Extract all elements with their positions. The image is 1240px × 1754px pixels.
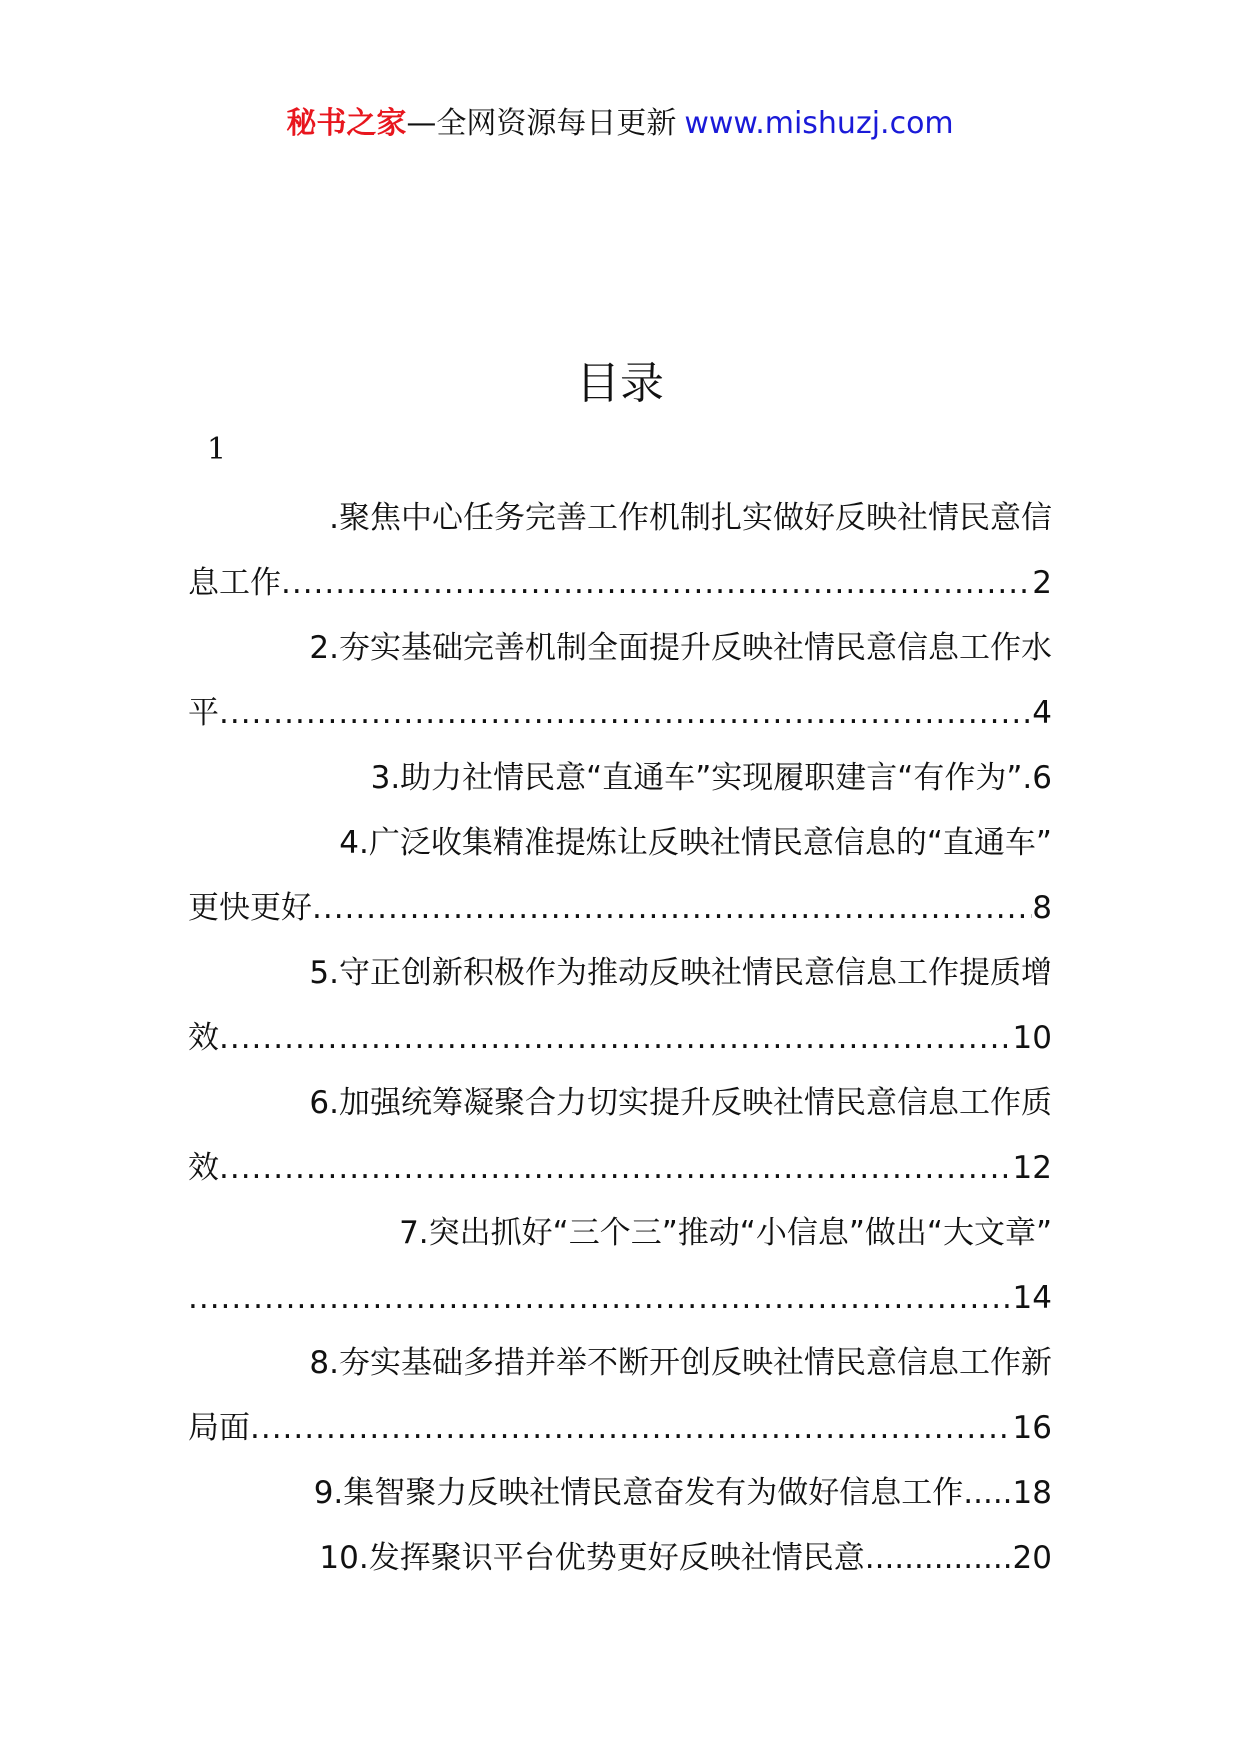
toc-entry-10[interactable]: [188, 1526, 1052, 1591]
toc-page-number: 16: [1012, 1410, 1052, 1446]
stray-number: 1: [207, 432, 227, 467]
toc-entry-title: 2.夯实基础完善机制全面提升反映社情民意信息工作水: [309, 630, 1052, 666]
brand-slogan: —全网资源每日更新: [406, 106, 677, 141]
toc-page-number: 14: [1012, 1280, 1052, 1316]
toc-entry-3[interactable]: [188, 746, 1052, 811]
toc-leader-dots: [250, 1396, 1013, 1461]
toc-entry-6[interactable]: [188, 1071, 1052, 1201]
toc-page-number: 10: [1012, 1020, 1052, 1056]
toc-entry-title: .聚焦中心任务完善工作机制扎实做好反映社情民意信: [329, 500, 1052, 536]
toc-entry-2[interactable]: [188, 616, 1052, 746]
toc-entry-1[interactable]: [188, 486, 1052, 616]
toc-entry-title: 8.夯实基础多措并举不断开创反映社情民意信息工作新: [309, 1345, 1052, 1381]
toc-entry-title-cont: 息工作: [188, 565, 281, 601]
toc-leader-dots: [219, 1006, 1013, 1071]
toc-leader-dots: [188, 1266, 1013, 1331]
toc-entry-7[interactable]: [188, 1201, 1052, 1331]
toc-entry-8[interactable]: [188, 1331, 1052, 1461]
toc-page-number: 8: [1032, 890, 1052, 926]
toc-entry-title: 3.助力社情民意“直通车”实现履职建言“有作为”.: [370, 760, 1033, 796]
toc-entry-title-cont: 效: [188, 1150, 219, 1186]
toc-leader-dots: ...............: [864, 1540, 1013, 1576]
toc-page-number: 4: [1032, 695, 1052, 731]
site-header: [0, 100, 1240, 148]
toc-leader-dots: [312, 876, 1032, 941]
toc-entry-title: 10.发挥聚识平台优势更好反映社情民意: [319, 1540, 865, 1576]
toc-entry-title: 5.守正创新积极作为推动反映社情民意信息工作提质增: [309, 955, 1052, 991]
toc-page-number: 2: [1032, 565, 1052, 601]
toc-entry-4[interactable]: [188, 811, 1052, 941]
toc-leader-dots: [281, 551, 1032, 616]
toc-page-number: 20: [1012, 1540, 1052, 1576]
toc-page-number: 12: [1012, 1150, 1052, 1186]
toc-entry-title: 7.突出抓好“三个三”推动“小信息”做出“大文章”: [399, 1215, 1052, 1251]
table-of-contents: [188, 486, 1052, 1591]
toc-entry-title-cont: 平: [188, 695, 219, 731]
toc-page-number: 18: [1012, 1475, 1052, 1511]
toc-entry-title: 9.集智聚力反映社情民意奋发有为做好信息工作: [313, 1475, 964, 1511]
toc-leader-dots: [219, 1136, 1013, 1201]
toc-entry-title-cont: 局面: [188, 1410, 250, 1446]
toc-entry-title-cont: 效: [188, 1020, 219, 1056]
toc-leader-dots: [219, 681, 1032, 746]
toc-entry-title: 4.广泛收集精准提炼让反映社情民意信息的“直通车”: [339, 825, 1052, 861]
brand-name: 秘书之家: [286, 106, 407, 141]
toc-page-number: 6: [1032, 760, 1052, 796]
toc-entry-9[interactable]: [188, 1461, 1052, 1526]
toc-leader-dots: .....: [963, 1475, 1013, 1511]
toc-entry-5[interactable]: [188, 941, 1052, 1071]
toc-entry-title-cont: 更快更好: [188, 890, 312, 926]
toc-entry-title: 6.加强统筹凝聚合力切实提升反映社情民意信息工作质: [309, 1085, 1052, 1121]
site-url-link[interactable]: www.mishuzj.com: [684, 106, 954, 141]
page-title: 目录: [576, 358, 664, 409]
